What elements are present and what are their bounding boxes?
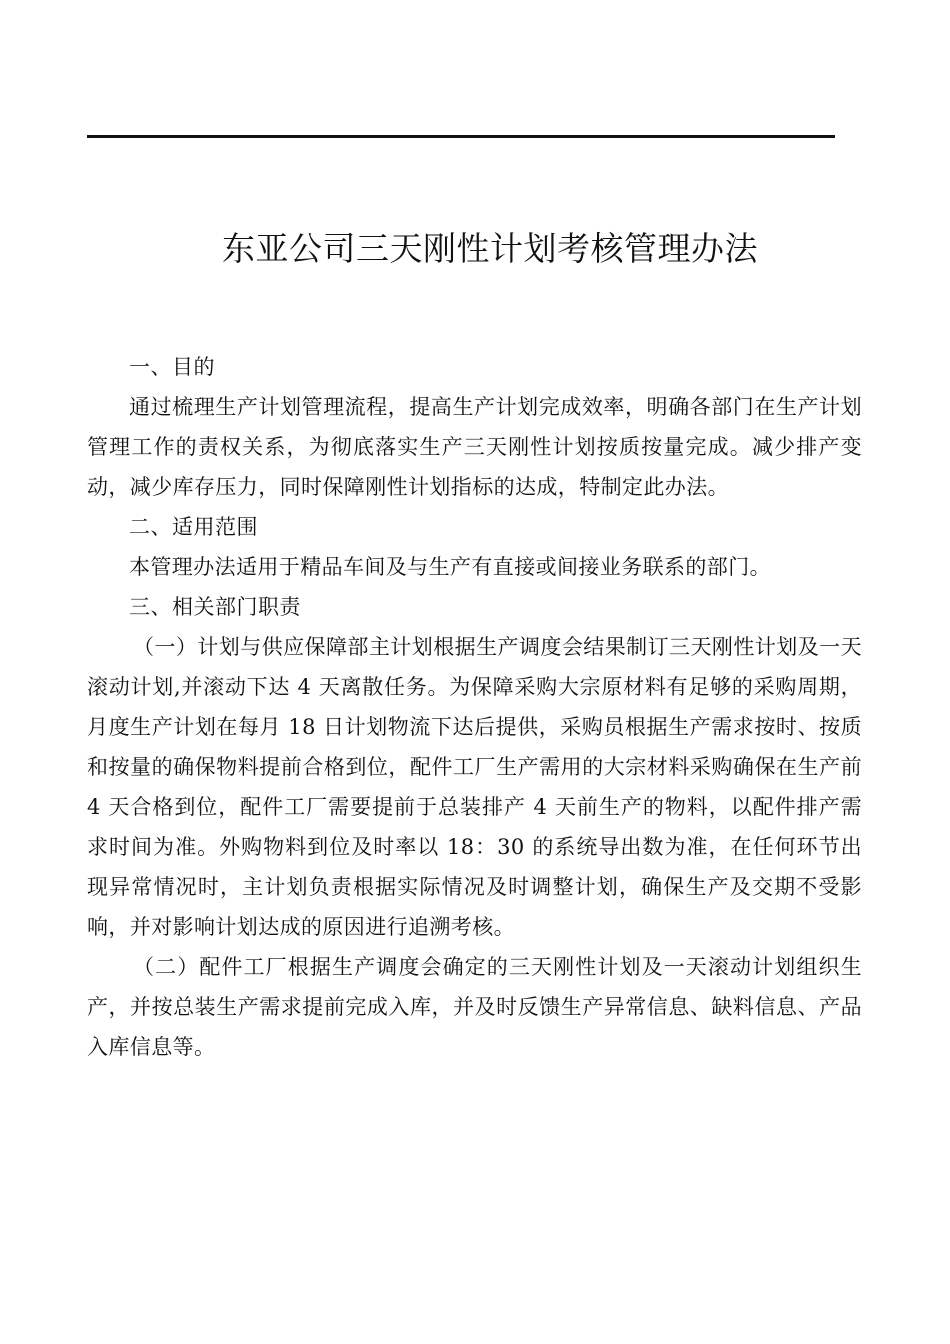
purpose-paragraph: 通过梳理生产计划管理流程，提高生产计划完成效率，明确各部门在生产计划管理工作的责权关系，为彻底落实生产三天刚性计划按质按量完成。减少排产变动，减少库存压力，同时保障刚性计划指标的达成，特制定此办法。 <box>87 395 862 499</box>
responsibility-item-1: （一）计划与供应保障部主计划根据生产调度会结果制订三天刚性计划及一天滚动计划,并滚动下达 4 天离散任务。为保障采购大宗原材料有足够的采购周期，月度生产计划在每月 18 日计划物流下达后提供，采购员根据生产需求按时、按质和按量的确保物料提前合格到位，配件工厂生产需用的大宗材料采购确保在生产前 4 天合格到位，配件工厂需要提前于总装排产 4 天前生产的物料，以配件排产需求时间为准。外购物料到位及时率以 18：30 的系统导出数为准，在任何环节出现异常情况时，主计划负责根据实际情况及时调整计划，确保生产及交期不受影响，并对影响计划达成的原因进行追溯考核。 <box>87 635 862 939</box>
scope-paragraph: 本管理办法适用于精品车间及与生产有直接或间接业务联系的部门。 <box>129 555 771 579</box>
responsibility-item-2: （二）配件工厂根据生产调度会确定的三天刚性计划及一天滚动计划组织生产，并按总装生产需求提前完成入库，并及时反馈生产异常信息、缺料信息、产品入库信息等。 <box>87 955 862 1059</box>
section-heading-responsibilities: 三、相关部门职责 <box>129 595 301 619</box>
document-title: 东亚公司三天刚性计划考核管理办法 <box>222 229 758 268</box>
section-heading-purpose: 一、目的 <box>129 355 215 379</box>
section-heading-scope: 二、适用范围 <box>129 515 258 539</box>
header-rule <box>87 135 835 138</box>
document-body <box>87 347 862 1067</box>
